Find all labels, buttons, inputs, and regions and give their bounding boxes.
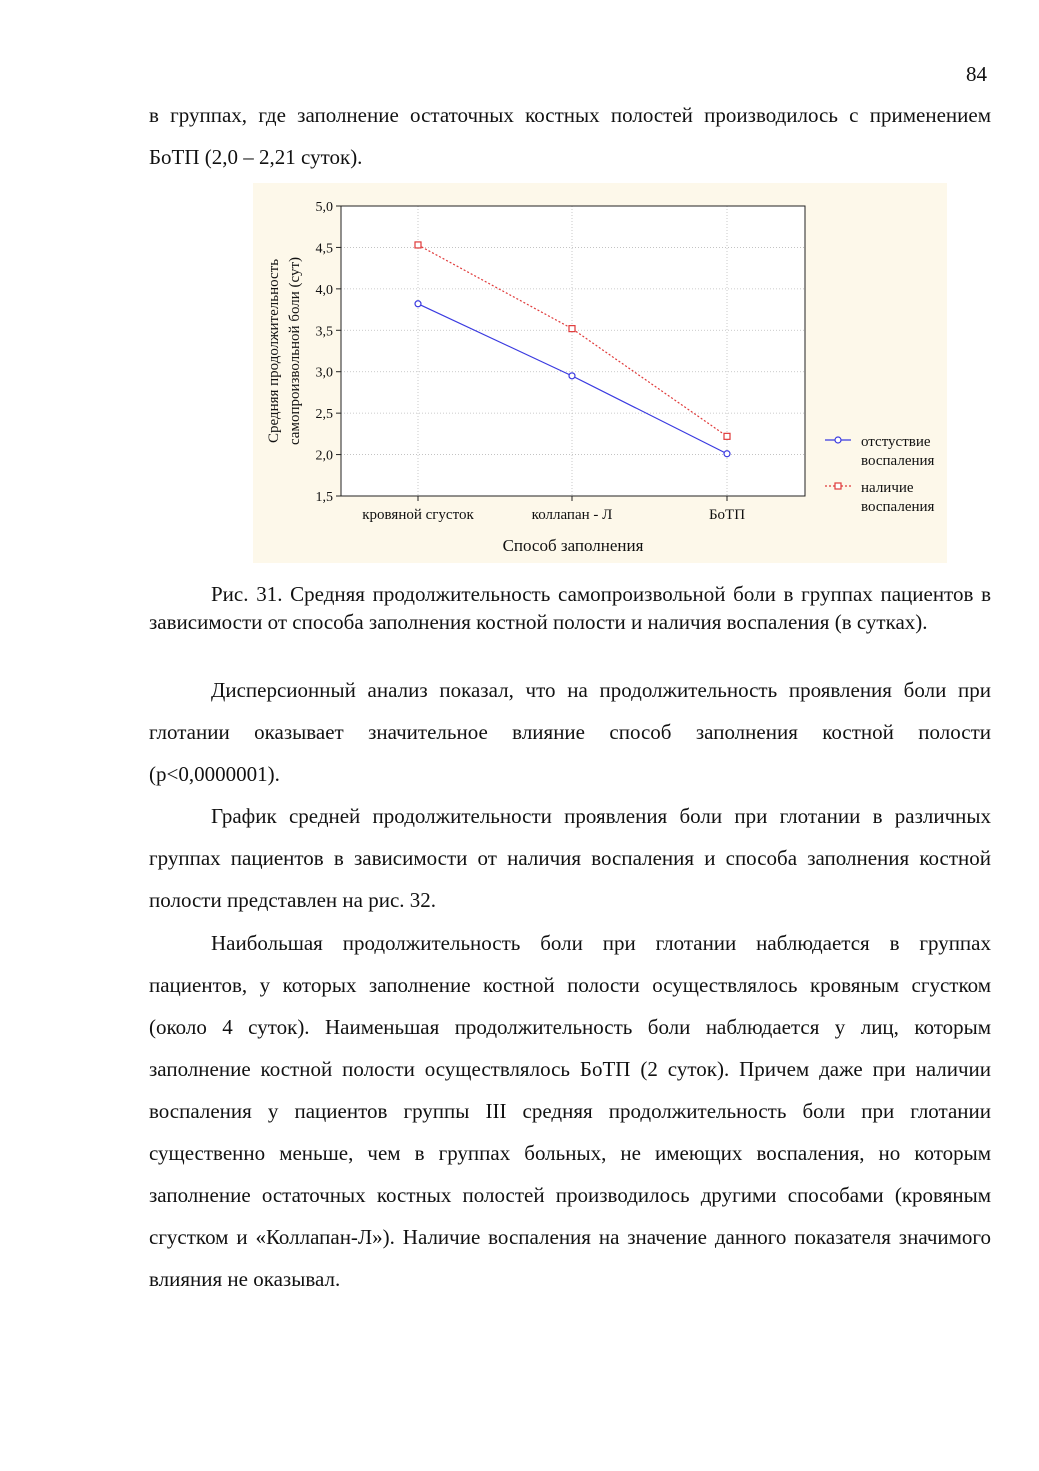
y-tick-label: 2,0 xyxy=(315,448,333,464)
paragraph-findings: Наибольшая продолжительность боли при глотании наблюдается в группах пациентов, у которых заполнение костной полости осуществлялось кровяным сгустком (около 4 суток). Наименьшая продолжительность боли наблюдается у лиц, которым заполнение костной полости осуществлялось БоТП (2 суток). Причем даже при наличии воспаления у пациентов группы III средняя продолжительность боли при глотании существенно меньше, чем в группах больных, не имеющих воспаления, но которым заполнение остаточных костных полостей производилось другими способами (кровяным сгустком и «Коллапан-Л»). Наличие воспаления на значение данного показателя значимого влияния не оказывал. xyxy=(149,931,991,1291)
y-tick-label: 5,0 xyxy=(315,200,333,215)
x-axis-label: Способ заполнения xyxy=(502,536,644,555)
data-point xyxy=(724,451,730,457)
y-tick-label: 1,5 xyxy=(315,490,333,505)
paragraph-top: в группах, где заполнение остаточных костных полостей производилось с применением БоТП (2,0 – 2,21 суток). xyxy=(149,103,991,169)
data-point xyxy=(724,433,730,439)
legend-label: отстуствие xyxy=(861,434,931,450)
legend-marker xyxy=(835,437,841,443)
data-point xyxy=(415,301,421,307)
paragraph-anova: Дисперсионный анализ показал, что на продолжительность проявления боли при глотании оказывает значительное влияние способ заполнения костной полости (p<0,0000001). xyxy=(149,678,991,786)
y-axis-label-line2: самопроизвольной боли (сут) xyxy=(287,256,303,446)
y-tick-label: 4,0 xyxy=(315,282,333,298)
y-tick-label: 4,5 xyxy=(315,241,333,257)
x-tick-label: кровяной сгусток xyxy=(362,507,474,523)
legend-label: воспаления xyxy=(861,499,935,515)
y-tick-label: 3,5 xyxy=(315,324,333,340)
page-number: 84 xyxy=(966,62,987,86)
line-chart xyxy=(253,183,947,563)
figure-caption: Рис. 31. Средняя продолжительность самопроизвольной боли в группах пациентов в зависимости от способа заполнения костной полости и наличия воспаления (в сутках). xyxy=(149,582,991,634)
x-tick-label: коллапан - Л xyxy=(531,507,613,523)
x-tick-label: БоТП xyxy=(708,507,746,523)
y-tick-label: 2,5 xyxy=(315,407,333,423)
legend-marker xyxy=(835,483,841,489)
data-point xyxy=(569,373,575,379)
data-point xyxy=(569,326,575,332)
y-tick-label: 3,0 xyxy=(315,365,333,381)
legend-label: наличие xyxy=(861,480,914,496)
chart-svg xyxy=(253,183,947,563)
y-axis-label-line1: Средняя продолжительность xyxy=(266,258,282,444)
paragraph-chart-reference: График средней продолжительности проявления боли при глотании в различных группах пациентов в зависимости от наличия воспаления и способа заполнения костной полости представлен на рис. 32. xyxy=(149,804,991,912)
plot-area xyxy=(341,206,805,496)
data-point xyxy=(415,242,421,248)
legend-label: воспаления xyxy=(861,453,935,469)
